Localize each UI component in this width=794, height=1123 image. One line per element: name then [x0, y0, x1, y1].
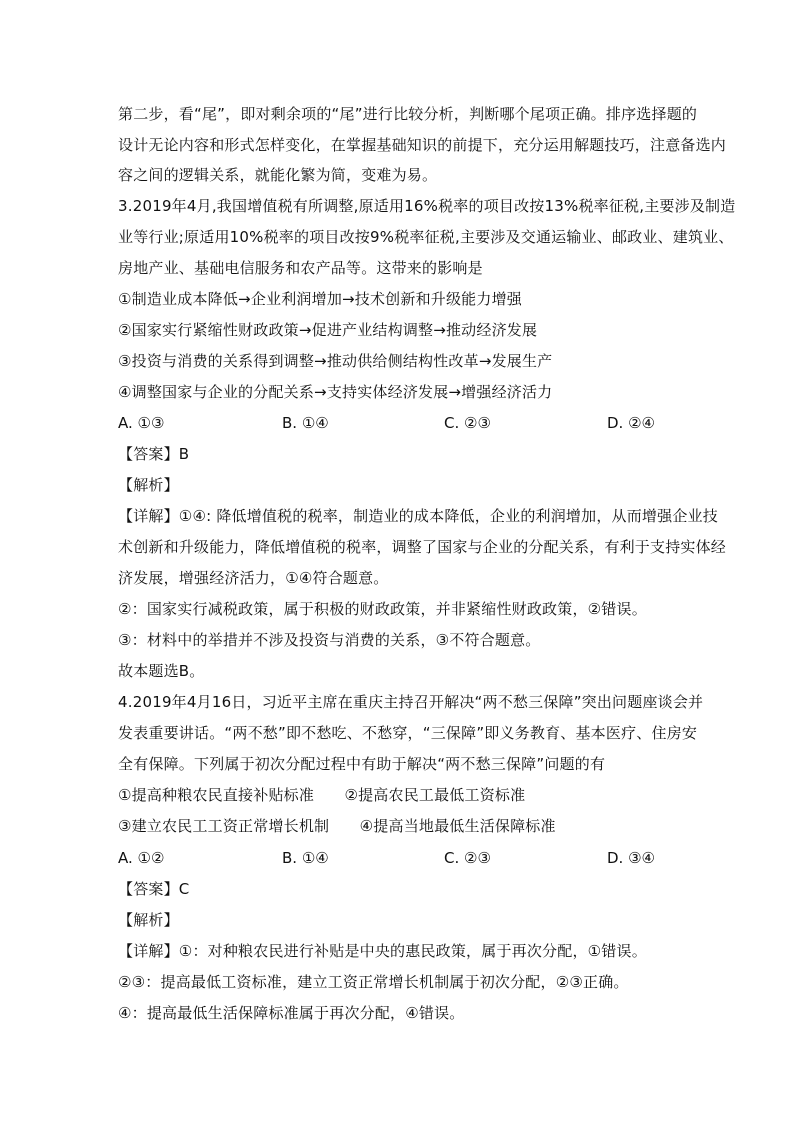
q4-stem-line-1: 4.2019年4月16日，习近平主席在重庆主持召开解决“两不愁三保障”突出问题座谈会并: [118, 693, 704, 711]
q3-option-c: C. ②③: [444, 414, 491, 432]
intro-line-2: 设计无论内容和形式怎样变化，在掌握基础知识的前提下，充分运用解题技巧，注意备选内: [118, 136, 727, 154]
q3-option-d: D. ②④: [607, 414, 655, 432]
q4-stem-line-3: 全有保障。下列属于初次分配过程中有助于解决“两不愁三保障”问题的有: [118, 755, 606, 773]
q3-analysis-heading: 【解析】: [118, 476, 179, 494]
q3-detail-line-4: ②：国家实行减税政策，属于积极的财政政策，并非紧缩性财政政策，②错误。: [118, 600, 647, 618]
q3-item-3: ③投资与消费的关系得到调整→推动供给侧结构性改革→发展生产: [118, 352, 553, 370]
q3-stem-line-1: 3.2019年4月,我国增值税有所调整,原适用16%税率的项目改按13%税率征税,主要涉及制造: [118, 197, 736, 215]
intro-line-3: 容之间的逻辑关系，就能化繁为简，变难为易。: [118, 166, 438, 184]
q3-detail-line-3: 济发展，增强经济活力，①④符合题意。: [118, 569, 389, 587]
q3-item-2: ②国家实行紧缩性财政政策→促进产业结构调整→推动经济发展: [118, 321, 538, 339]
q3-detail-line-2: 术创新和升级能力，降低增值税的税率，调整了国家与企业的分配关系，有利于支持实体经: [118, 538, 727, 556]
q4-stem-line-2: 发表重要讲话。“两不愁”即不愁吃、不愁穿，“三保障”即义务教育、基本医疗、住房安: [118, 724, 698, 742]
q4-item-row-1: ①提高种粮农民直接补贴标准 ②提高农民工最低工资标准: [118, 786, 526, 804]
q4-option-a: A. ①②: [118, 849, 165, 867]
q4-item-row-2: ③建立农民工工资正常增长机制 ④提高当地最低生活保障标准: [118, 817, 556, 835]
q4-option-d: D. ③④: [607, 849, 655, 867]
q4-detail-line-2: ②③：提高最低工资标准，建立工资正常增长机制属于初次分配，②③正确。: [118, 973, 629, 991]
q3-conclusion: 故本题选B。: [118, 662, 205, 680]
q3-stem-line-3: 房地产业、基础电信服务和农产品等。这带来的影响是: [118, 259, 483, 277]
q3-item-1: ①制造业成本降低→企业利润增加→技术创新和升级能力增强: [118, 290, 522, 308]
q4-option-b: B. ①④: [282, 849, 329, 867]
q4-detail-line-1: 【详解】①：对种粮农民进行补贴是中央的惠民政策，属于再次分配，①错误。: [118, 942, 647, 960]
q3-option-a: A. ①③: [118, 414, 165, 432]
q3-answer: 【答案】B: [118, 445, 190, 463]
intro-line-1: 第二步，看“尾”，即对剩余项的“尾”进行比较分析，判断哪个尾项正确。排序选择题的: [118, 105, 698, 123]
q4-analysis-heading: 【解析】: [118, 911, 179, 929]
q3-stem-line-2: 业等行业;原适用10%税率的项目改按9%税率征税,主要涉及交通运输业、邮政业、建筑业、: [118, 228, 734, 246]
q4-option-c: C. ②③: [444, 849, 491, 867]
q3-detail-line-5: ③：材料中的举措并不涉及投资与消费的关系，③不符合题意。: [118, 631, 541, 649]
q3-detail-line-1: 【详解】①④: 降低增值税的税率，制造业的成本降低，企业的利润增加，从而增强企业技: [118, 507, 718, 525]
q3-option-b: B. ①④: [282, 414, 329, 432]
q4-detail-line-3: ④：提高最低生活保障标准属于再次分配，④错误。: [118, 1004, 465, 1022]
q4-answer: 【答案】C: [118, 880, 190, 898]
q3-item-4: ④调整国家与企业的分配关系→支持实体经济发展→增强经济活力: [118, 383, 553, 401]
